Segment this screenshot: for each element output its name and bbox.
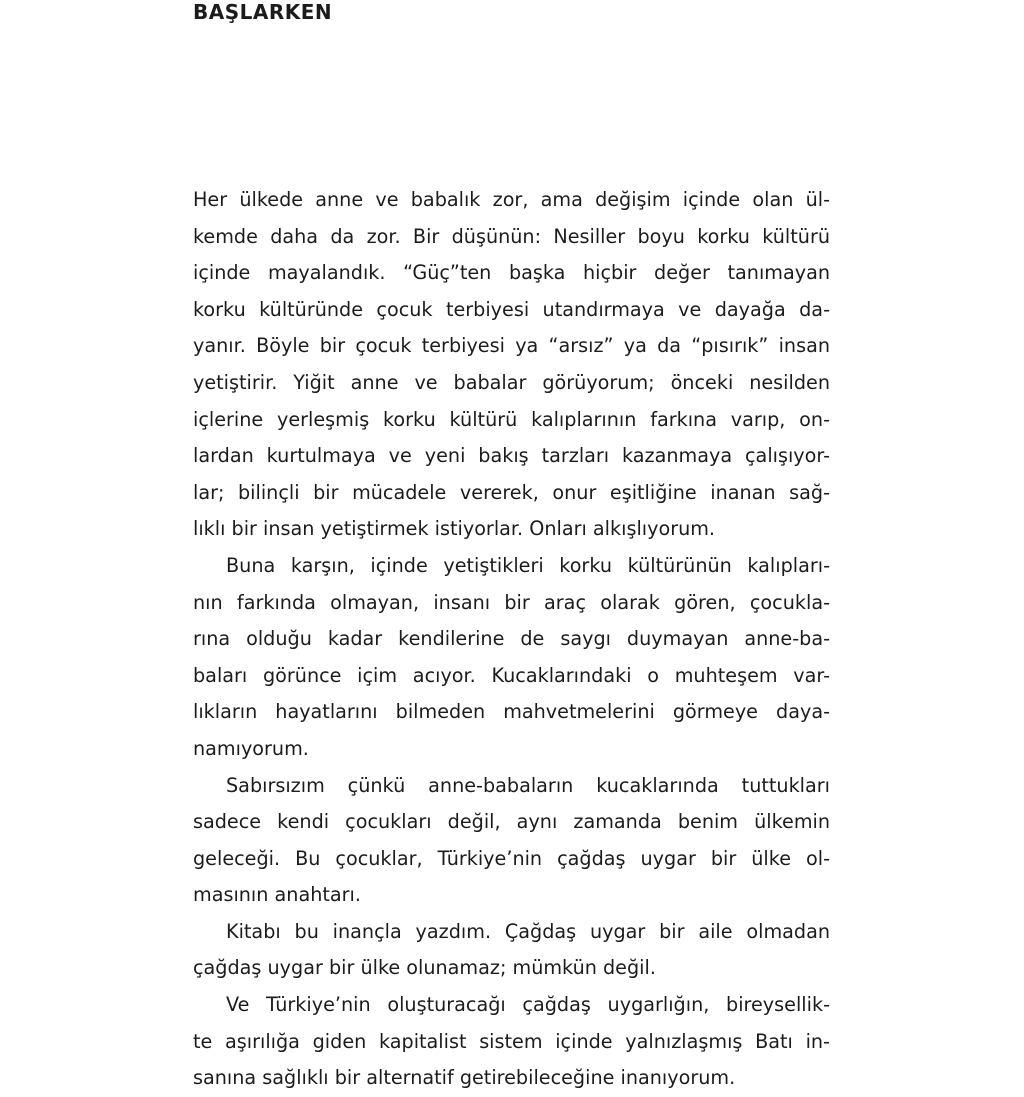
chapter-heading: BAŞLARKEN: [193, 0, 333, 24]
text-line: namıyorum.: [193, 736, 309, 760]
text-line: sanına sağlıklı bir alternatif getirebileceğine inanıyorum.: [193, 1066, 736, 1090]
text-line: Kitabı bu inançla yazdım. Çağdaş uygar bir aile olmadan: [226, 919, 830, 943]
text-line: lıklı bir insan yetiştirmek istiyorlar. Onları alkışlıyorum.: [193, 517, 716, 541]
text-line: Buna karşın, içinde yetiştikleri korku kültürünün kalıpları-: [226, 553, 830, 577]
text-line: yanır. Böyle bir çocuk terbiyesi ya “arsız” ya da “pısırık” insan: [193, 334, 830, 358]
text-line: kemde daha da zor. Bir düşünün: Nesiller boyu korku kültürü: [193, 224, 830, 248]
text-line: içlerine yerleşmiş korku kültürü kalıplarının farkına varıp, on-: [193, 407, 830, 431]
text-line: baları görünce içim acıyor. Kucaklarındaki o muhteşem var-: [193, 663, 830, 687]
text-line: lıkların hayatlarını bilmeden mahvetmelerini görmeye daya-: [193, 700, 830, 724]
body-text: [193, 182, 830, 1097]
text-line: korku kültüründe çocuk terbiyesi utandırmaya ve dayağa da-: [193, 297, 830, 321]
text-line: çağdaş uygar bir ülke olunamaz; mümkün değil.: [193, 956, 656, 980]
text-line: Ve Türkiye’nin oluşturacağı çağdaş uygarlığın, bireysellik-: [226, 993, 830, 1017]
text-line: yetiştirir. Yiğit anne ve babalar görüyorum; önceki nesilden: [193, 370, 830, 394]
text-line: sadece kendi çocukları değil, aynı zamanda benim ülkemin: [193, 810, 830, 834]
text-line: Sabırsızım çünkü anne-babaların kucaklarında tuttukları: [226, 773, 830, 797]
text-line: masının anahtarı.: [193, 883, 361, 907]
text-line: lardan kurtulmaya ve yeni bakış tarzları kazanmaya çalışıyor-: [193, 444, 830, 468]
text-line: rına olduğu kadar kendilerine de saygı duymayan anne-ba-: [193, 627, 830, 651]
text-line: lar; bilinçli bir mücadele vererek, onur eşitliğine inanan sağ-: [193, 480, 830, 504]
text-line: te aşırılığa giden kapitalist sistem içinde yalnızlaşmış Batı in-: [193, 1029, 830, 1053]
text-line: Her ülkede anne ve babalık zor, ama değişim içinde olan ül-: [193, 188, 830, 211]
text-line: nın farkında olmayan, insanı bir araç olarak gören, çocukla-: [193, 590, 830, 614]
text-line: içinde mayalandık. “Güç”ten başka hiçbir değer tanımayan: [193, 261, 830, 285]
text-line: geleceği. Bu çocuklar, Türkiye’nin çağdaş uygar bir ülke ol-: [193, 846, 830, 870]
